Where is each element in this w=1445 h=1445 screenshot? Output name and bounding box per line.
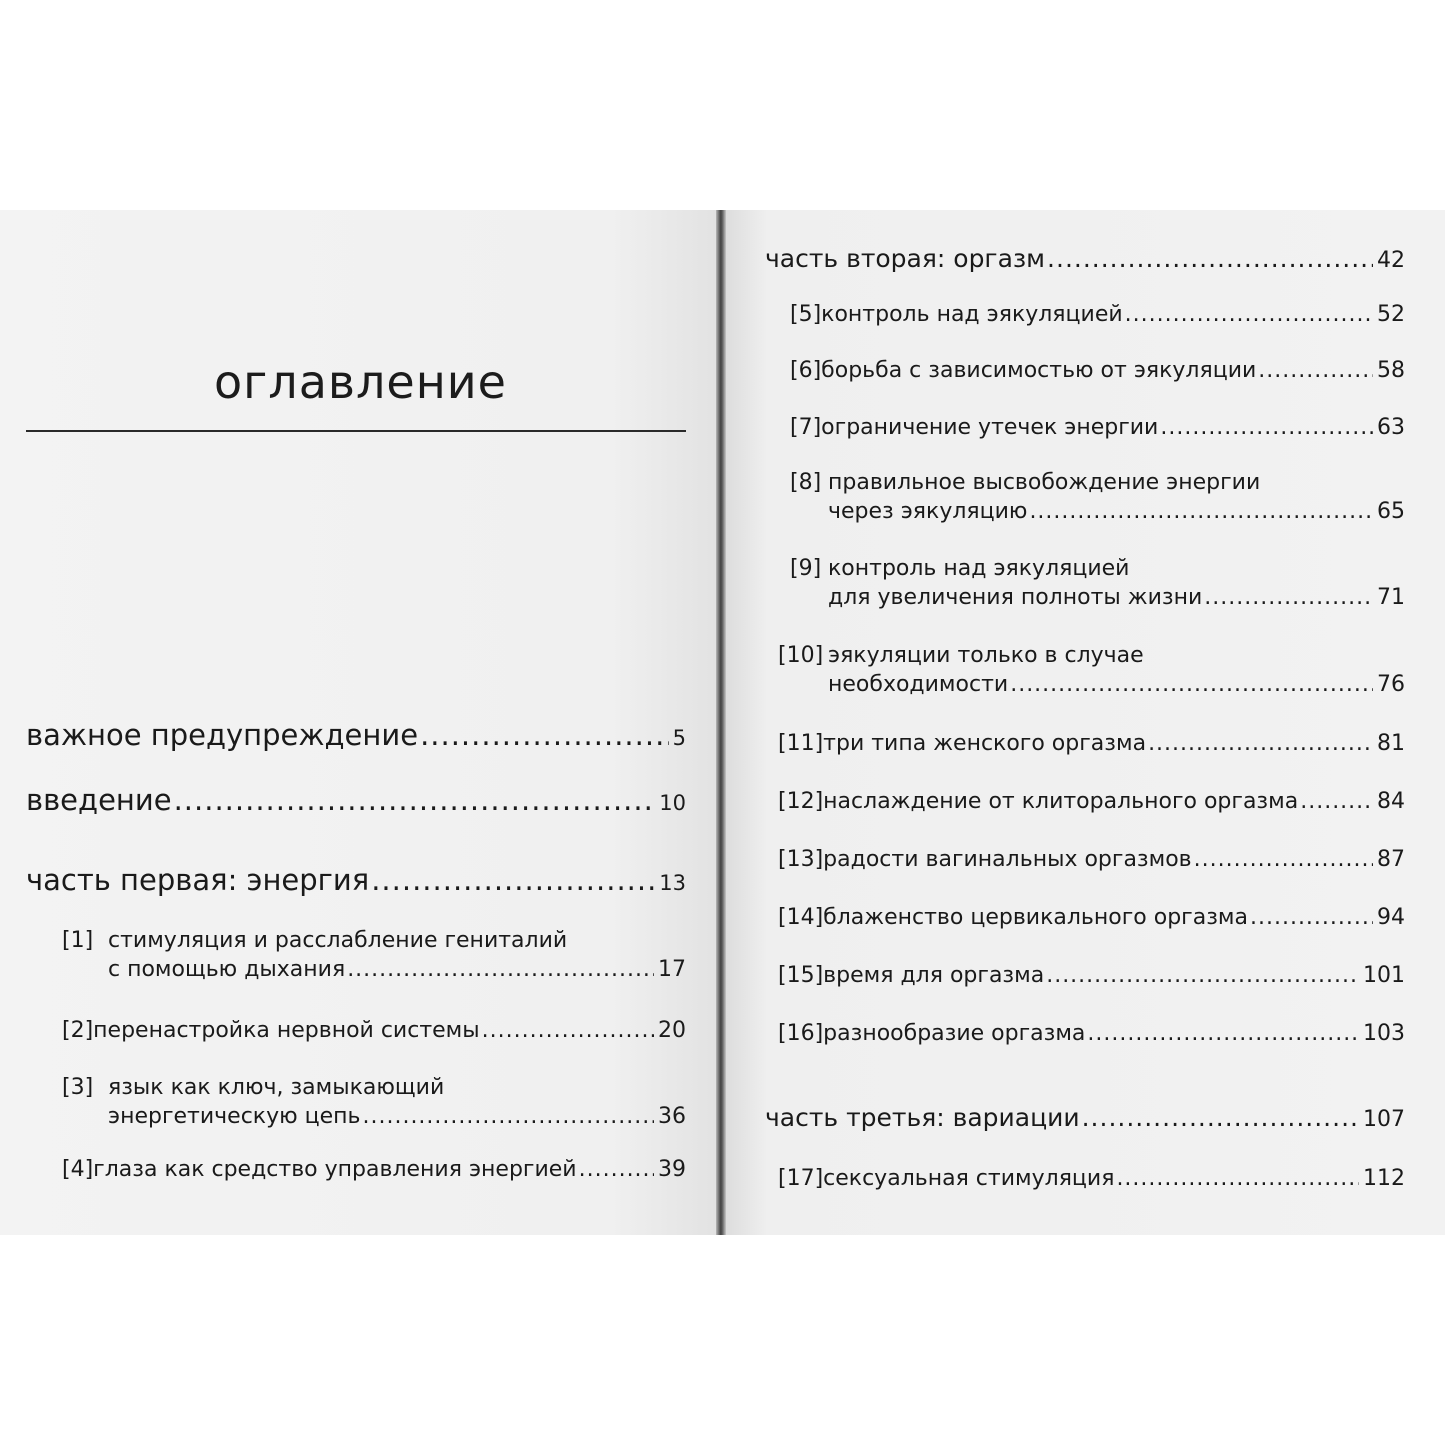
chapter-title-line1: правильное высвобождение энергии xyxy=(828,470,1261,495)
chapter-title: ограничение утечек энергии xyxy=(821,415,1159,440)
toc-part-text: часть третья: вариации xyxy=(765,1103,1080,1132)
toc-chapter-2[interactable] xyxy=(62,1018,686,1043)
chapter-number: [10] xyxy=(778,643,824,668)
chapter-title: время для оргазма xyxy=(823,963,1045,988)
toc-entry-page: 52 xyxy=(1377,302,1405,327)
toc-chapter-5[interactable] xyxy=(790,302,1405,327)
toc-chapter-7[interactable] xyxy=(790,415,1405,440)
toc-entry-page: 94 xyxy=(1377,905,1405,930)
chapter-title: необходимости xyxy=(828,672,1009,697)
toc-chapter-16[interactable] xyxy=(778,1021,1405,1046)
dot-leader xyxy=(1194,847,1373,872)
toc-chapter-10[interactable] xyxy=(778,643,1405,697)
chapter-title: перенастройка нервной системы xyxy=(93,1018,480,1043)
dot-leader xyxy=(174,783,656,817)
dot-leader xyxy=(1116,1166,1359,1191)
chapter-title: радости вагинальных оргазмов xyxy=(823,847,1192,872)
dot-leader xyxy=(1046,963,1359,988)
chapter-number: [13] xyxy=(778,847,824,872)
chapter-number: [5] xyxy=(790,302,822,327)
chapter-title: для увеличения полноты жизни xyxy=(828,585,1203,610)
dot-leader xyxy=(1148,731,1373,756)
dot-leader xyxy=(371,863,655,897)
chapter-title-line1: эякуляции только в случае xyxy=(828,643,1144,668)
dot-leader xyxy=(347,957,654,982)
chapter-title: с помощью дыхания xyxy=(108,957,346,982)
toc-entry-page: 87 xyxy=(1377,847,1405,872)
toc-part-text: часть вторая: оргазм xyxy=(765,244,1046,273)
toc-entry-page: 5 xyxy=(672,726,686,750)
toc-title: оглавление xyxy=(214,355,507,409)
dot-leader xyxy=(1125,302,1373,327)
chapter-title: сексуальная стимуляция xyxy=(823,1166,1115,1191)
chapter-title-line1: стимуляция и расслабление гениталий xyxy=(108,928,568,953)
toc-entry-text: введение xyxy=(26,783,172,817)
toc-title-rule xyxy=(26,430,686,432)
toc-entry-page: 39 xyxy=(658,1157,686,1182)
chapter-title: энергетическую цепь xyxy=(108,1104,361,1129)
chapter-number: [11] xyxy=(778,731,824,756)
chapter-number: [17] xyxy=(778,1166,824,1191)
toc-part-one[interactable] xyxy=(26,863,686,897)
chapter-number: [6] xyxy=(790,358,822,383)
toc-entry-page: 58 xyxy=(1377,358,1405,383)
toc-chapter-1[interactable] xyxy=(62,928,686,982)
chapter-number: [14] xyxy=(778,905,824,930)
dot-leader xyxy=(1047,244,1373,273)
dot-leader xyxy=(1300,789,1373,814)
toc-chapter-17[interactable] xyxy=(778,1166,1405,1191)
chapter-number: [7] xyxy=(790,415,822,440)
toc-chapter-9[interactable] xyxy=(790,556,1405,610)
dot-leader xyxy=(1258,358,1373,383)
chapter-number: [3] xyxy=(62,1075,94,1100)
toc-chapter-11[interactable] xyxy=(778,731,1405,756)
chapter-title-line1: язык как ключ, замыкающий xyxy=(108,1075,445,1100)
toc-entry-page: 84 xyxy=(1377,789,1405,814)
chapter-number: [1] xyxy=(62,928,94,953)
dot-leader xyxy=(1082,1103,1359,1132)
toc-entry-page: 36 xyxy=(658,1104,686,1129)
dot-leader xyxy=(1029,499,1373,524)
toc-entry-warning[interactable] xyxy=(26,718,686,752)
chapter-title: разнообразие оргазма xyxy=(823,1021,1086,1046)
toc-chapter-12[interactable] xyxy=(778,789,1405,814)
dot-leader xyxy=(579,1157,654,1182)
chapter-number: [12] xyxy=(778,789,824,814)
chapter-number: [8] xyxy=(790,470,822,495)
toc-chapter-4[interactable] xyxy=(62,1157,686,1182)
toc-entry-intro[interactable] xyxy=(26,783,686,817)
toc-chapter-13[interactable] xyxy=(778,847,1405,872)
chapter-title: блаженство цервикального оргазма xyxy=(823,905,1248,930)
toc-entry-page: 103 xyxy=(1363,1021,1405,1046)
toc-part-three[interactable] xyxy=(765,1103,1405,1132)
toc-entry-page: 20 xyxy=(658,1018,686,1043)
dot-leader xyxy=(1160,415,1373,440)
book-gutter xyxy=(716,210,726,1235)
toc-entry-page: 112 xyxy=(1363,1166,1405,1191)
toc-entry-page: 13 xyxy=(659,871,686,895)
dot-leader xyxy=(420,718,669,752)
toc-entry-page: 101 xyxy=(1363,963,1405,988)
chapter-number: [2] xyxy=(62,1018,94,1043)
chapter-title: наслаждение от клиторального оргазма xyxy=(823,789,1299,814)
chapter-title: через эякуляцию xyxy=(828,499,1028,524)
toc-chapter-3[interactable] xyxy=(62,1075,686,1129)
toc-entry-page: 107 xyxy=(1363,1107,1405,1132)
dot-leader xyxy=(362,1104,654,1129)
chapter-number: [15] xyxy=(778,963,824,988)
toc-entry-page: 81 xyxy=(1377,731,1405,756)
chapter-title: глаза как средство управления энергией xyxy=(93,1157,577,1182)
chapter-title-line1: контроль над эякуляцией xyxy=(828,556,1130,581)
chapter-number: [16] xyxy=(778,1021,824,1046)
toc-entry-page: 42 xyxy=(1377,248,1405,273)
toc-chapter-6[interactable] xyxy=(790,358,1405,383)
toc-chapter-15[interactable] xyxy=(778,963,1405,988)
chapter-number: [4] xyxy=(62,1157,94,1182)
dot-leader xyxy=(1250,905,1373,930)
toc-entry-page: 71 xyxy=(1377,585,1405,610)
toc-part-text: часть первая: энергия xyxy=(26,863,370,897)
toc-part-two[interactable] xyxy=(765,244,1405,273)
dot-leader xyxy=(1087,1021,1359,1046)
dot-leader xyxy=(482,1018,654,1043)
chapter-title: контроль над эякуляцией xyxy=(821,302,1123,327)
chapter-title: борьба с зависимостью от эякуляции xyxy=(821,358,1257,383)
toc-entry-page: 63 xyxy=(1377,415,1405,440)
toc-entry-page: 65 xyxy=(1377,499,1405,524)
toc-entry-text: важное предупреждение xyxy=(26,718,419,752)
toc-entry-page: 10 xyxy=(659,791,686,815)
toc-chapter-8[interactable] xyxy=(790,470,1405,524)
chapter-title: три типа женского оргазма xyxy=(823,731,1147,756)
dot-leader xyxy=(1010,672,1373,697)
toc-entry-page: 76 xyxy=(1377,672,1405,697)
dot-leader xyxy=(1204,585,1373,610)
chapter-number: [9] xyxy=(790,556,822,581)
toc-chapter-14[interactable] xyxy=(778,905,1405,930)
toc-entry-page: 17 xyxy=(658,957,686,982)
